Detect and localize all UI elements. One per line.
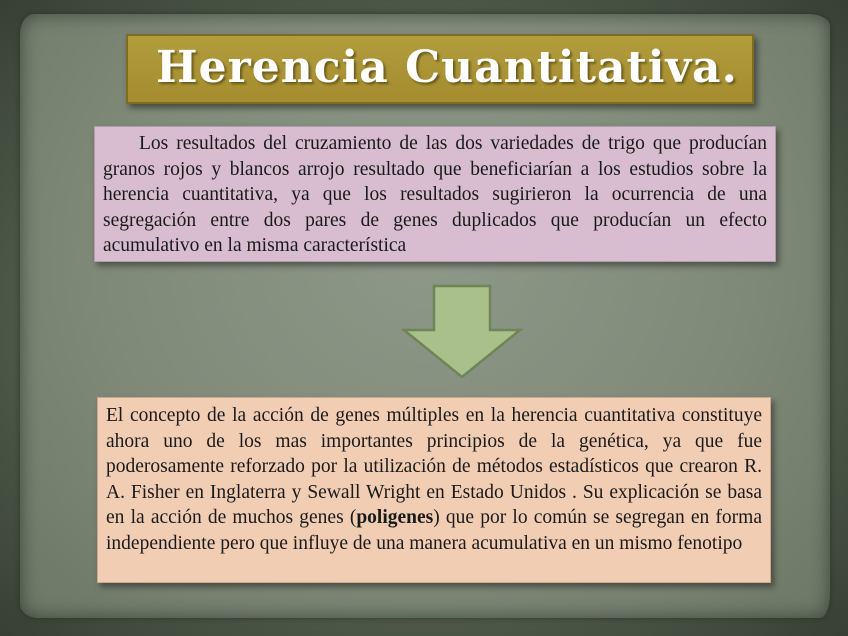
slide-title: Herencia Cuantitativa. (156, 42, 738, 93)
text-box-bottom (97, 397, 771, 583)
text-box-top (94, 126, 776, 262)
title-banner (126, 34, 754, 104)
arrow-shape (404, 286, 520, 377)
paragraph-top: Los resultados del cruzamiento de las dos variedades de trigo que producían granos rojos y blancos arrojo resultado que beneficiarían a los estudios sobre la herencia cuantitativa, ya que los resultados sugirieron la ocurrencia de una segregación entre dos pares de genes duplicados que producían un efecto acumulativo en la misma característica (103, 133, 767, 256)
down-arrow-icon (400, 284, 524, 380)
paragraph-bottom (106, 403, 762, 556)
paragraph-bottom-bold-term: poligenes (356, 507, 434, 528)
paragraph-bottom-text-2: ) que por lo común se segregan en forma independiente pero que influye de una manera acumulativa en un mismo fenotipo (106, 507, 762, 554)
paragraph-bottom-text-1: El concepto de la acción de genes múltiples en la herencia cuantitativa constituye ahora uno de los mas importantes principios de la genética, ya que fue poderosamente reforzado por la utilización de métodos estadísticos que crearon R. A. Fisher en Inglaterra y Sewall Wright en Estado Unidos . Su explicación se basa en la acción de muchos genes ( (106, 405, 762, 528)
